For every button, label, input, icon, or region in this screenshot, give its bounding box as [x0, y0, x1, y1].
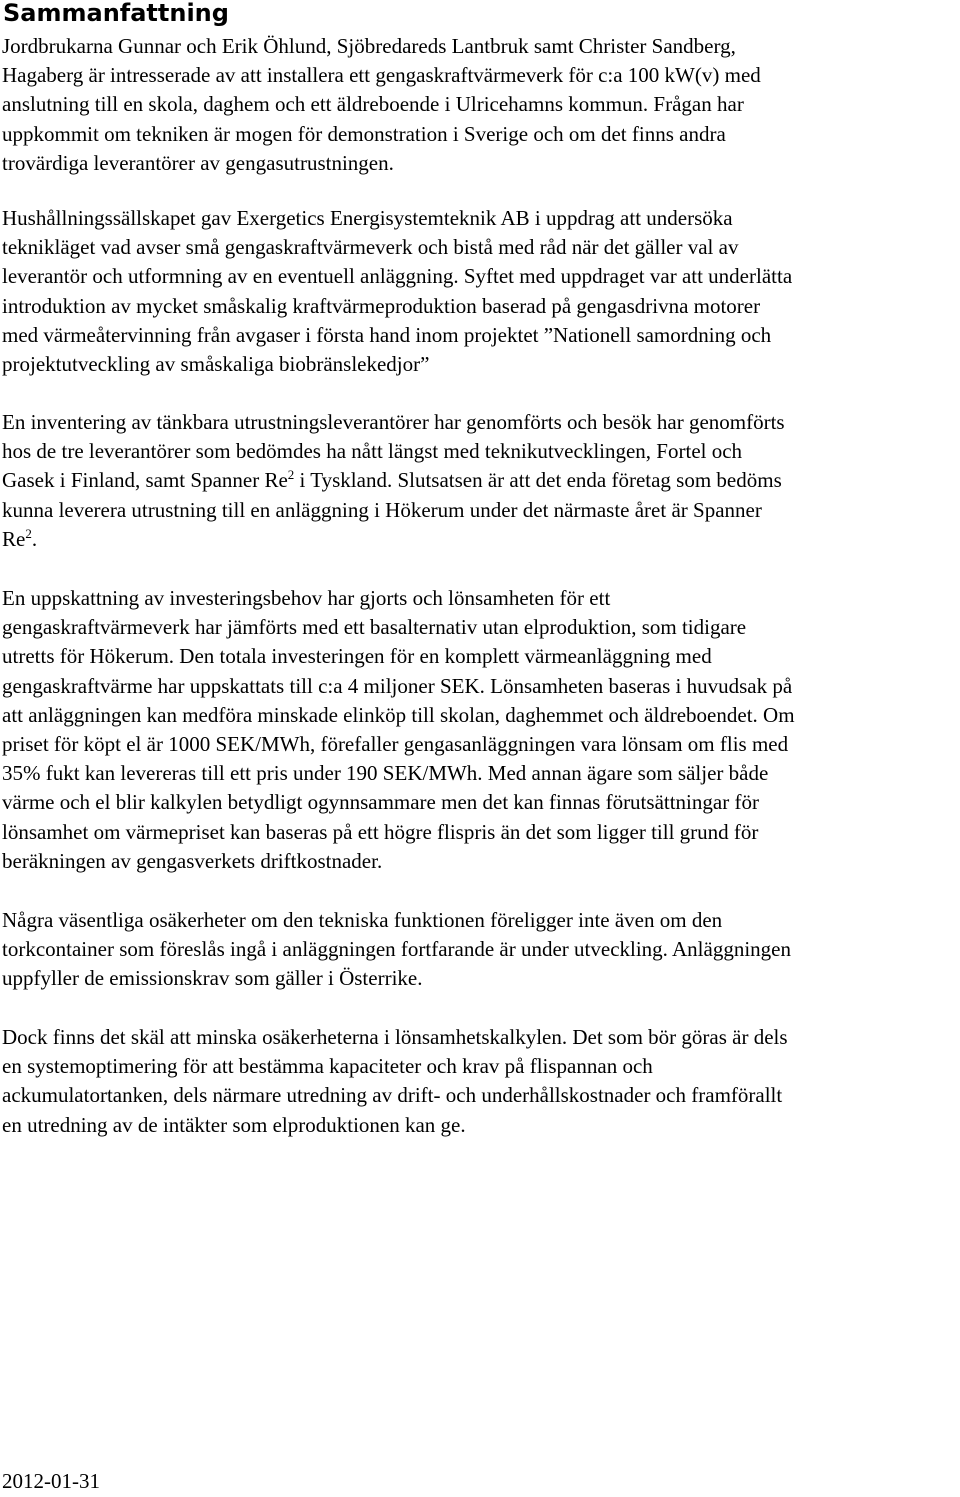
- paragraph-line: Hushållningssällskapet gav Exergetics Energisystemteknik AB i uppdrag att undersöka: [2, 206, 733, 230]
- superscript: 2: [25, 525, 32, 541]
- paragraph-line: En inventering av tänkbara utrustningsleverantörer har genomförts och besök har genomförts: [2, 410, 785, 434]
- paragraph-line: lönsamhet om värmepriset kan baseras på ett högre flispris än det som ligger till grund för: [2, 819, 759, 844]
- paragraph-line: Hagaberg är intresserade av att installera ett gengaskraftvärmeverk för c:a 100 kW(v) med: [2, 63, 761, 88]
- paragraph-line: en systemoptimering för att bestämma kapaciteter och krav på flispannan och: [2, 1054, 653, 1079]
- paragraph-line: [2, 466, 785, 495]
- superscript: 2: [287, 467, 295, 483]
- paragraph-line: hos de tre leverantörer som bedömdes ha nått längst med teknikutvecklingen, Fortel och: [2, 439, 743, 464]
- paragraph-line: med värmeåtervinning från avgaser i första hand inom projektet ”Nationell samordning och: [2, 322, 772, 347]
- paragraph-line: 35% fukt kan levereras till ett pris under 190 SEK/MWh. Med annan ägare som säljer både: [2, 761, 769, 786]
- paragraph-line: uppkommit om tekniken är mogen för demonstration i Sverige och om det finns andra: [2, 121, 726, 146]
- footer-date: 2012-01-31: [2, 1469, 100, 1493]
- paragraph-line: gengaskraftvärme har uppskattats till c:a 4 miljoner SEK. Lönsamheten baseras i huvudsak på: [2, 673, 793, 698]
- paragraph-line: beräkningen av gengasverkets driftkostnader.: [2, 848, 383, 873]
- paragraph-3: [2, 408, 785, 554]
- paragraph-line: att anläggningen kan medföra minskade elinköp till skolan, daghemmet och äldreboendet. Om: [2, 702, 795, 727]
- paragraph-6: [2, 1023, 788, 1140]
- paragraph-line: En uppskattning av investeringsbehov har gjorts och lönsamheten för ett: [2, 586, 611, 610]
- paragraph-1: [2, 32, 761, 178]
- paragraph-line: teknikläget vad avser små gengaskraftvärmeverk och bistå med råd när det gäller val av: [2, 235, 739, 260]
- paragraph-line: anslutning till en skola, daghem och ett äldreboende i Ulricehamns kommun. Frågan har: [2, 92, 744, 117]
- paragraph-line: uppfyller de emissionskrav som gäller i Österrike.: [2, 966, 423, 991]
- line-text: Gasek i Finland, samt Spanner Re: [2, 468, 288, 493]
- line-text: i Tyskland. Slutsatsen är att det enda företag som bedöms: [294, 468, 782, 493]
- paragraph-4: [2, 584, 795, 876]
- paragraph-5: [2, 906, 791, 994]
- paragraph-line: ackumulatortanken, dels närmare utredning av drift- och underhållskostnader och framförallt: [2, 1083, 783, 1108]
- paragraph-line: Jordbrukarna Gunnar och Erik Öhlund, Sjöbredareds Lantbruk samt Christer Sandberg,: [2, 34, 736, 58]
- paragraph-line: projektutveckling av småskaliga biobränslekedjor”: [2, 352, 430, 377]
- line-text: Re: [2, 526, 26, 551]
- paragraph-line: [2, 525, 785, 554]
- paragraph-line: leverantör och utformning av en eventuell anläggning. Syftet med uppdraget var att underlätta: [2, 264, 793, 289]
- paragraph-line: torkcontainer som föreslås ingå i anläggningen fortfarande är under utveckling. Anläggningen: [2, 937, 791, 962]
- line-text: .: [31, 526, 38, 551]
- paragraph-line: värme och el blir kalkylen betydligt ogynnsammare men det kan finnas förutsättningar för: [2, 790, 759, 815]
- paragraph-line: Dock finns det skäl att minska osäkerheterna i lönsamhetskalkylen. Det som bör göras är dels: [2, 1025, 788, 1049]
- section-heading: Sammanfattning: [3, 0, 229, 27]
- paragraph-line: kunna leverera utrustning till en anläggning i Hökerum under det närmaste året är Spanner: [2, 497, 762, 522]
- paragraph-line: utretts för Hökerum. Den totala investeringen för en komplett värmeanläggning med: [2, 644, 712, 669]
- paragraph-line: en utredning av de intäkter som elproduktionen kan ge.: [2, 1112, 466, 1137]
- paragraph-line: Några väsentliga osäkerheter om den tekniska funktionen föreligger inte även om den: [2, 908, 723, 932]
- paragraph-line: trovärdiga leverantörer av gengasutrustningen.: [2, 150, 394, 175]
- paragraph-line: priset för köpt el är 1000 SEK/MWh, förefaller gengasanläggningen vara lönsam om flis med: [2, 732, 789, 757]
- paragraph-line: introduktion av mycket småskalig kraftvärmeproduktion baserad på gengasdrivna motorer: [2, 293, 761, 318]
- paragraph-2: [2, 204, 792, 379]
- paragraph-line: gengaskraftvärmeverk har jämförts med ett basalternativ utan elproduktion, som tidigare: [2, 615, 747, 640]
